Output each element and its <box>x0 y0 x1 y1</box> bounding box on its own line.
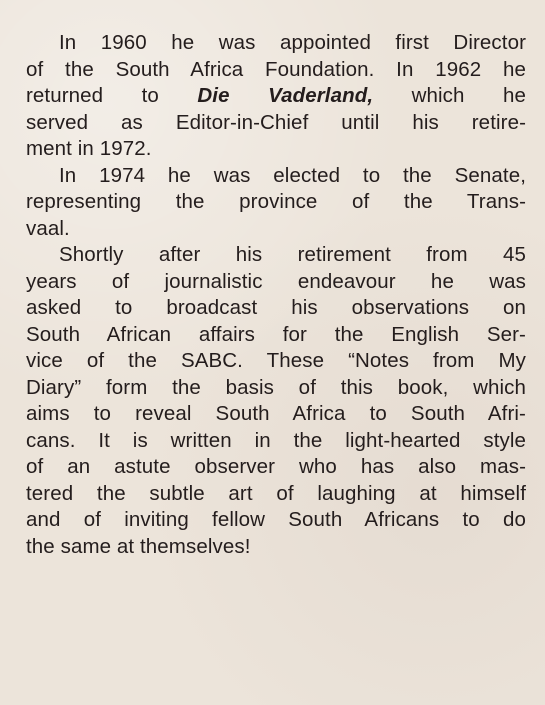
paragraph-line: years of journalistic endeavour he was <box>26 269 526 293</box>
paragraph-line <box>26 83 526 110</box>
paragraph-line: Shortly after his retirement from 45 <box>59 243 526 266</box>
paragraph-line: tered the subtle art of laughing at himself <box>26 481 526 505</box>
paragraph-line: of the South Africa Foundation. In 1962 he <box>26 57 526 81</box>
paragraph-line: cans. It is written in the light-hearted style <box>26 428 526 452</box>
paragraph-line: asked to broadcast his observations on <box>26 296 526 319</box>
paragraph-line: vice of the SABC. These “Notes from My <box>26 349 526 372</box>
paragraph-2 <box>26 163 526 243</box>
line-segment: which he <box>373 84 526 107</box>
paragraph-line: representing the province of the Trans- <box>26 190 526 213</box>
body-text <box>26 30 526 560</box>
paragraph-3 <box>26 242 526 560</box>
paragraph-line: and of inviting fellow South Africans to do <box>26 508 526 531</box>
publication-title: Die Vaderland, <box>197 84 374 107</box>
paragraph-line: In 1960 he was appointed first Director <box>59 31 526 54</box>
line-segment: returned to <box>26 84 198 107</box>
paragraph-line: the same at themselves! <box>26 534 251 558</box>
paragraph-line: ment in 1972. <box>26 137 152 160</box>
paragraph-line: vaal. <box>26 216 70 240</box>
paragraph-line: South African affairs for the English Ser- <box>26 322 526 346</box>
paragraph-line: of an astute observer who has also mas- <box>26 455 526 478</box>
paragraph-line: aims to reveal South Africa to South Afri- <box>26 402 526 425</box>
paragraph-line: served as Editor-in-Chief until his retire- <box>26 110 526 134</box>
paragraph-line: In 1974 he was elected to the Senate, <box>59 163 526 187</box>
paragraph-line: Diary” form the basis of this book, which <box>26 375 526 399</box>
paragraph-1 <box>26 30 526 163</box>
